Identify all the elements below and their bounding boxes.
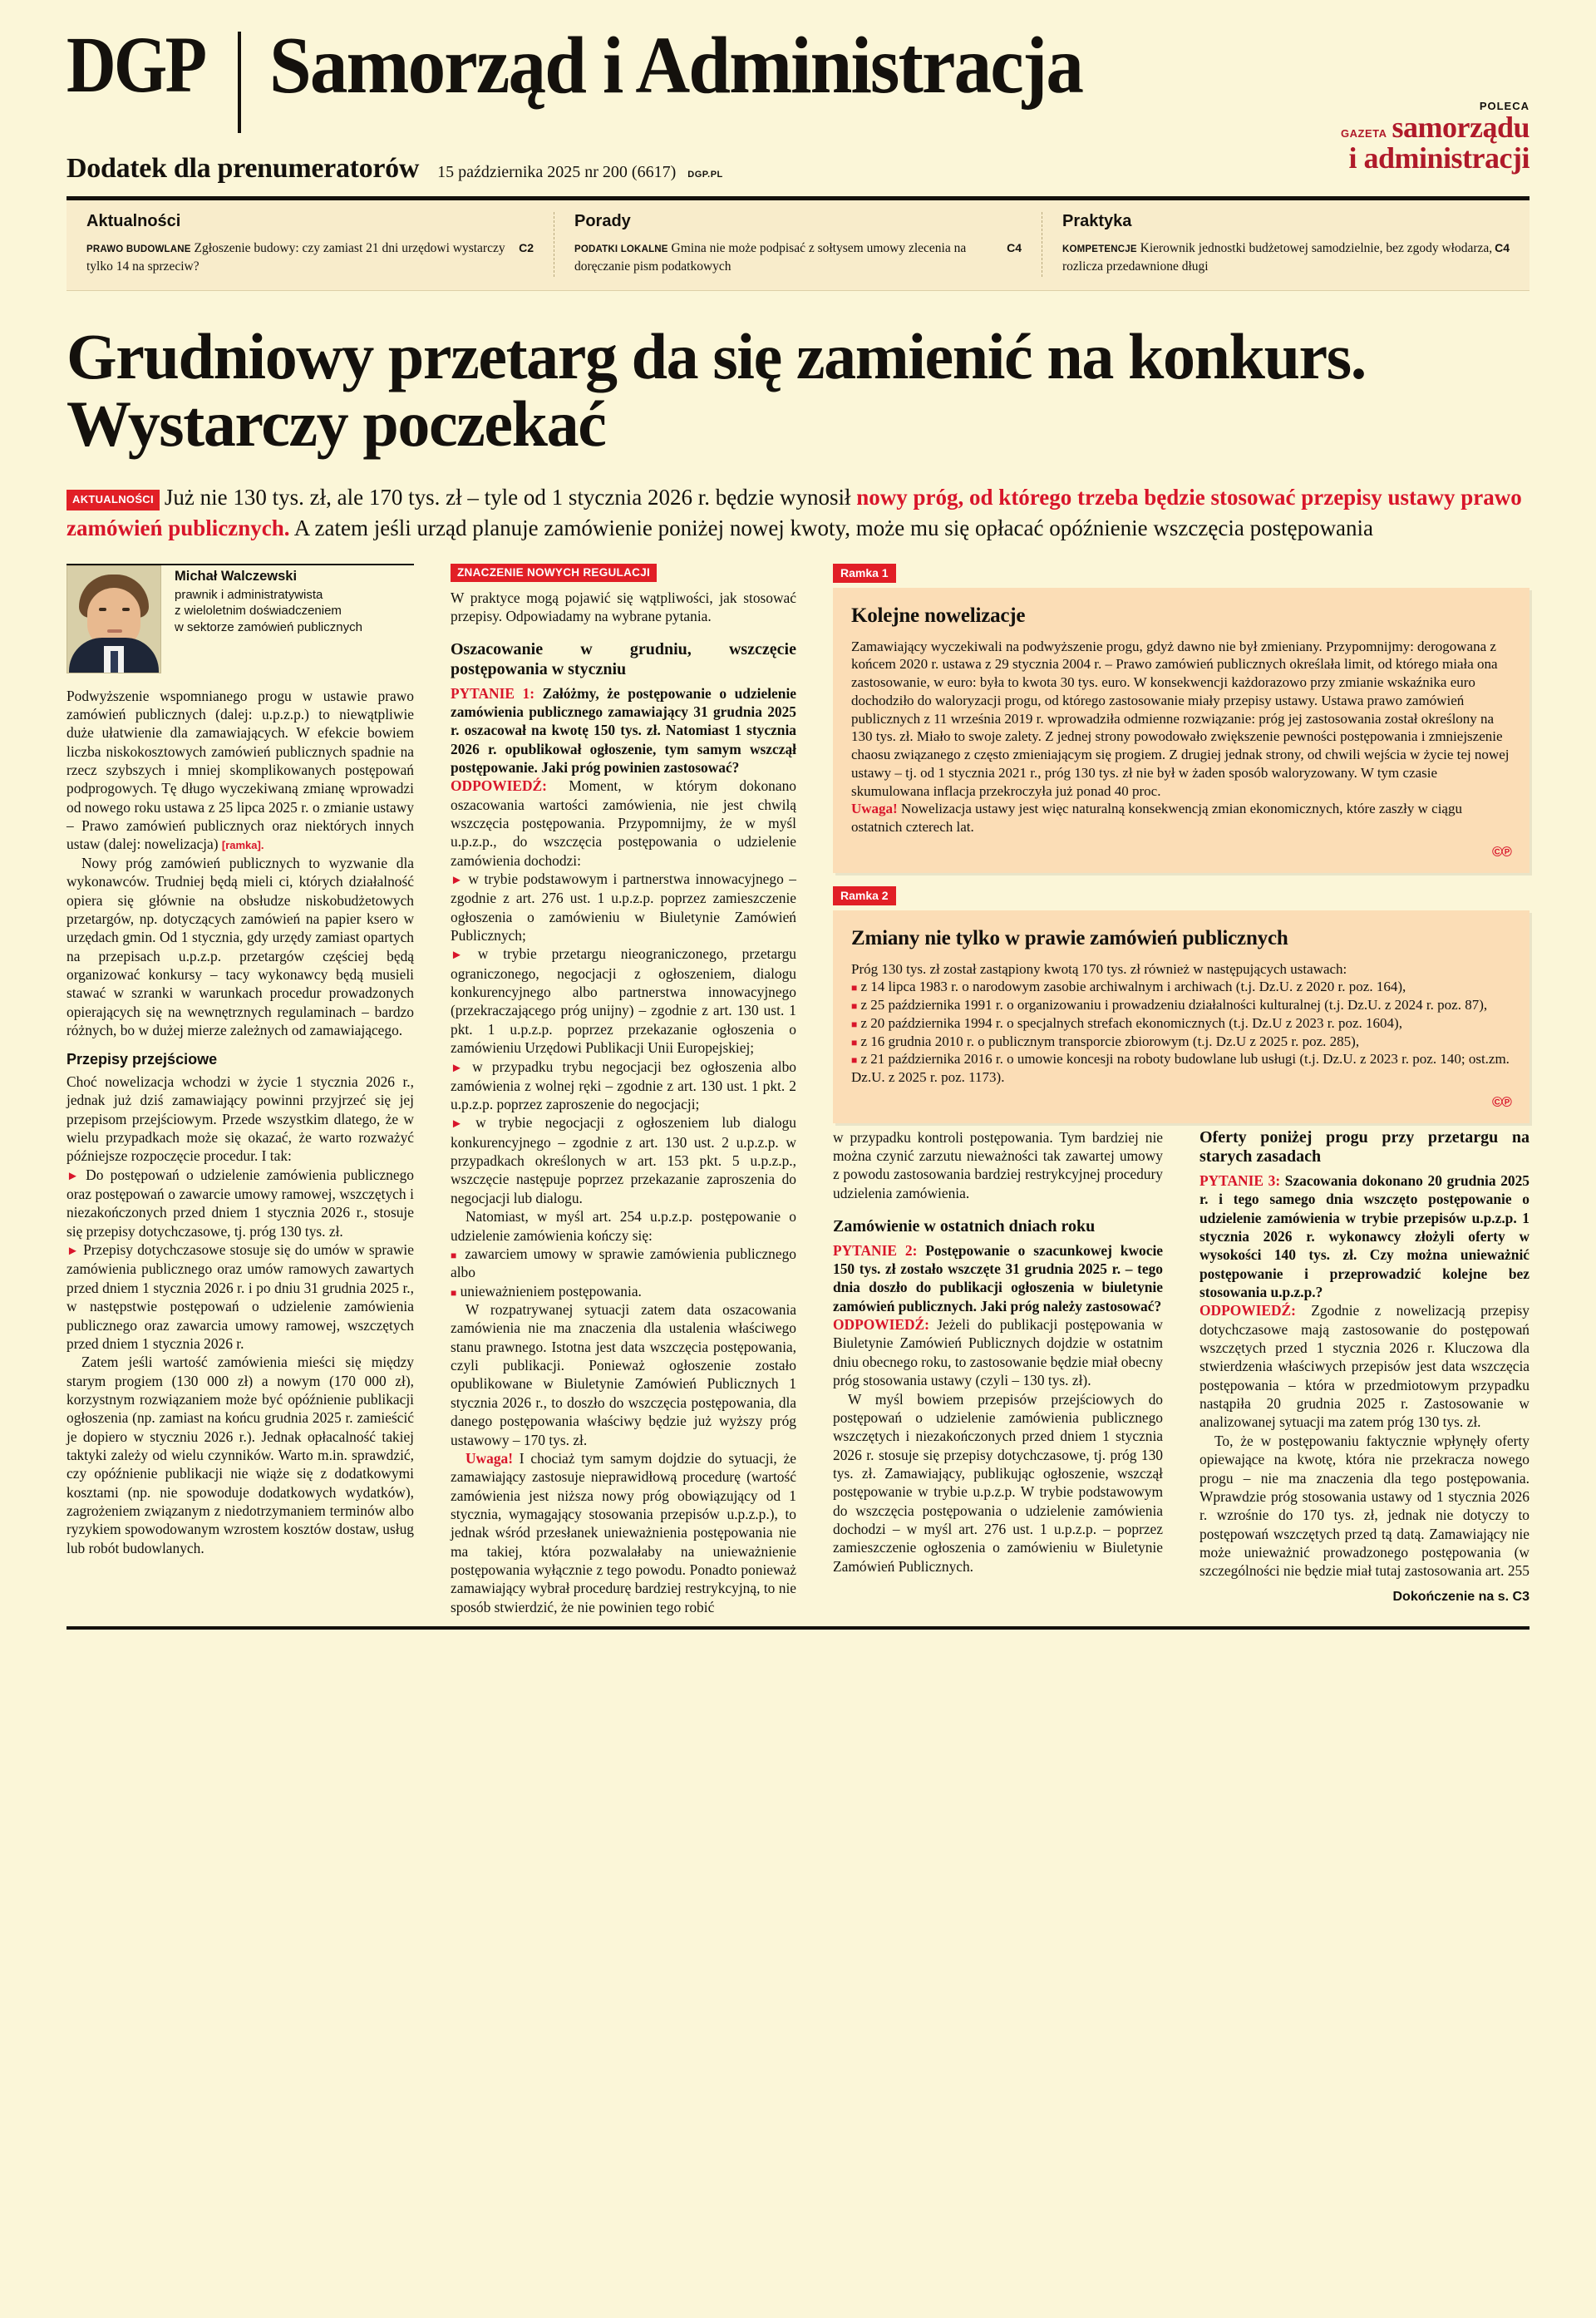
promo-gazeta-label: GAZETA [1341,127,1387,140]
column-4-text [1199,1128,1530,1606]
triangle-bullet-icon: ► [66,1245,79,1259]
triangle-bullet-icon: ► [451,949,463,963]
col1-bullet-1: Do postępowań o udzielenie zamówienia publicznego oraz postępowań o zawarcie umowy ramowej, wszczętych i niezakończonych przed dniem 1 stycznia 2026 r., stosuje się przepisy dotychczasowe, tj. próg 130 tys. zł. [66,1166,414,1240]
question-3-text: Szacowania dokonano 20 grudnia 2025 r. i tego samego dnia wszczęto postępowanie o udzielenie zamówienia w trybie przepisów u.p.z.p. 1 stycznia 2026 r. wykonawcy złożyli oferty w wysokości 140 tys. zł. Czy można unieważnić postępowanie i przeprowadzić kolejne bez stosowania u.p.z.p.? [1199,1171,1530,1300]
teaser-page: C2 [519,241,534,254]
promo-block [1341,100,1530,173]
column-2-text [451,589,796,1617]
subscriber-label: Dodatek dla prenumeratorów [66,153,420,184]
col3-heading-1: Zamówienie w ostatnich dniach roku [833,1217,1096,1236]
answer-3-label: ODPOWIEDŹ: [1199,1302,1296,1319]
teaser-praktyka[interactable] [1042,212,1530,277]
ramka-2-tag: Ramka 2 [833,886,896,905]
lead-category-badge: AKTUALNOŚCI [66,490,160,510]
square-bullet-icon: ■ [851,1054,858,1067]
col2-bullet-1: w trybie podstawowym i partnerstwa innowacyjnego – zgodnie z art. 276 ust. 1 u.p.z.p. poprzez zamieszczenie ogłoszenia o zamówieniu w Biuletynie Zamówień Publicznych; [451,870,796,944]
question-1-label: PYTANIE 1: [451,684,535,702]
teaser-page: C4 [1495,241,1510,254]
square-bullet-icon: ■ [851,1000,858,1013]
uwaga-label: Uwaga! [466,1449,513,1467]
ramka-2-item: z 21 października 2016 r. o umowie koncesji na roboty budowlane lub usługi (t.j. Dz.U. z 2023 r. poz. 140; ost.zm. Dz.U. z 2025 r. poz. 1173). [851,1051,1510,1086]
site-label: DGP.PL [687,170,723,180]
column-1-text [66,687,414,1558]
lead-text-part2: A zatem jeśli urząd planuje zamówienie poniżej nowej kwoty, może mu się opłacać opóźnienie wszczęcia postępowania [289,515,1374,540]
promo-poleca-label: POLECA [1479,100,1530,112]
copyright-mark: ©℗ [1491,843,1511,860]
ramka-1 [833,564,1530,873]
answer-1-text: Moment, w którym dokonano oszacowania wartości zamówienia, nie jest chwilą wszczęcia postępowania. Przypomnijmy, że w myśl u.p.z.p., do wszczęcia postępowania o udzielenie zamówienia dochodzi: [451,777,796,869]
author-desc-1: prawnik i administratywista [175,587,323,602]
col2-para-natomiast: Natomiast, w myśl art. 254 u.p.z.p. postępowanie o udzielenie zamówienia kończy się: [451,1208,796,1244]
col3-cont: w przypadku kontroli postępowania. Tym bardziej nie można czynić zarzutu nieważności tak zawartej umowy z powodu zastosowania bardziej restrykcyjnej procedury udzielenia zamówienia. [833,1128,1163,1201]
ramka-1-tag: Ramka 1 [833,564,896,583]
square-bullet-icon: ■ [851,1018,858,1030]
col1-heading-przepisy: Przepisy przejściowe [66,1051,218,1068]
lead-highlight: nowy próg, od którego trzeba będzie stosować przepisy ustawy prawo zamówień publicznych. [66,485,1522,540]
article-headline: Grudniowy przetarg da się zamienić na konkurs. Wystarczy poczekać [66,319,1366,461]
col1-para-1: Podwyższenie wspomnianego progu w ustawie prawo zamówień publicznych (dalej: u.p.z.p.) to niewątpliwie duże ułatwienie dla zamawiających. W efekcie bowiem liczba niskokosztowych zamówień publicznych spadnie na rzecz szybszych i mniej skomplikowanych postępowań podprogowych. Tę długo wyczekiwaną zmianę wprowadzi od nowego roku ustawa z 25 lipca 2025 r. o zmianie ustawy – Prawo zamówień publicznych oraz niektórych innych ustaw (dalej: nowelizacja) [66,687,414,853]
column-3 [833,1128,1181,1606]
brand-logo[interactable]: DGP [66,20,205,109]
ramka-reference[interactable]: [ramka]. [221,839,264,852]
masthead-divider [238,32,241,133]
bottom-columns [833,1128,1530,1606]
ramka-2 [833,886,1530,1123]
answer-3-text: Zgodnie z nowelizacją przepisy dotychczasowe mają zastosowanie do postępowań wszczętych przed 1 stycznia 2026 r. Kluczowa dla stwierdzenia właściwych przepisów jest data wszczęcia postępowania – która w przedmiotowym przypadku nastąpiła 20 grudnia 2025 r. Zastosowanie w analizowanej sytuacji ma zatem próg 130 tys. zł. [1199,1302,1530,1431]
col2-sub-1: zawarciem umowy w sprawie zamówienia publicznego albo [451,1245,796,1281]
author-byline [66,564,414,673]
promo-title-line2: i administracji [1348,141,1530,175]
col3-para-2: W myśl bowiem przepisów przejściowych do postępowań o udzielenie zamówienia publicznego wszczętych i niezakończonych przed dniem 1 stycznia 2026 r. stosuje się przepisy dotychczasowe, tj. próg 130 tys. zł. Zamawiający, publikując ogłoszenie, wszczął postępowanie w trybie u.p.z.p. W trybie podstawowym do wszczęcia postępowania o udzielenie zamówienia dochodzi – w myśl art. 276 ust. 1 u.p.z.p. – poprzez zamieszczenie ogłoszenia o zamówieniu w Biuletynie Zamówień Publicznych. [833,1390,1163,1575]
col2-bullet-3: w przypadku trybu negocjacji bez ogłoszenia albo zamówienia z wolnej ręki – zgodnie z art. 130 ust. 1 pkt. 2 u.p.z.p. poprzez zaproszenie do negocjacji; [451,1058,796,1113]
square-bullet-icon: ■ [451,1286,457,1299]
column-4 [1181,1128,1530,1606]
col4-para-2: To, że w postępowaniu faktycznie wpłynęły oferty opiewające na kwotę, która nie przekracza nowego progu – nie ma znaczenia dla tego postępowania. Wprawdzie próg stosowania ustawy od 1 stycznia 2026 r. wzrośnie do 170 tys. zł, jednak nie dotyczy to postępowań wszczętych przed tą datą. Zamawiający nie może unieważnić prowadzonego postępowania (w szczególności nie będzie miał tutaj zastosowania art. 255 [1199,1432,1530,1580]
question-1-text: Załóżmy, że postępowanie o udzielenie zamówienia publicznego zamawiający 31 grudnia 2025 r. oszacował na kwotę 150 tys. zł. Natomiast 1 stycznia 2026 r. opublikował ogłoszenie, tym samym wszczął postępowanie. Jaki próg powinien zastosować? [451,684,796,776]
triangle-bullet-icon: ► [451,1061,463,1075]
author-desc-3: w sektorze zamówień publicznych [175,620,362,635]
col1-bullet-2: Przepisy dotychczasowe stosuje się do umów w sprawie zamówienia publicznego oraz umów ramowych zawartych przed dniem 1 stycznia 2026 r. i po dniu 31 grudnia 2025 r., w następstwie postępowań o udzielenie zamówienia publicznego oraz zawarcia umowy ramowej, wszczętych przed dniem 1 stycznia 2026 r. [66,1241,414,1352]
list-item [851,1033,1511,1051]
question-3-label: PYTANIE 3: [1199,1171,1281,1189]
question-2-text: Postępowanie o szacunkowej kwocie 150 tys. zł zostało wszczęte 31 grudnia 2025 r. – tego dnia doszło do publikacji ogłoszenia w biuletynie zamówień publicznych. Jaki próg należy zastosować? [833,1241,1164,1314]
triangle-bullet-icon: ► [451,1117,463,1132]
list-item [851,1014,1511,1033]
issue-date: 15 października 2025 nr 200 (6617) [437,163,677,181]
teaser-text: Gmina nie może podpisać z sołtysem umowy zlecenia na doręczanie pism podatkowych [574,241,967,274]
copyright-mark: ©℗ [1491,1093,1511,1110]
square-bullet-icon: ■ [851,1036,858,1048]
col4-heading-1: Oferty poniżej progu przy przetargu na starych zasadach [1199,1127,1530,1166]
col2-bullet-2: w trybie przetargu nieograniczonego, przetargu ograniczonego, negocjacji z ogłoszeniem, dialogu konkurencyjnego albo partnerstwa innowacyjnego (przekraczającego próg unijny) – zgodnie z art. 130 ust. 1 pkt. 1 u.p.z.p. poprzez przekazanie ogłoszenia o zamówieniu Urzędowi Publikacji Unii Europejskiej; [451,945,796,1057]
ramka-2-item: z 20 października 1994 r. o specjalnych strefach ekonomicznych (t.j. Dz.U z 2023 r. poz. 1604), [860,1014,1402,1031]
article-lead [66,482,1530,543]
col2-bullet-4: w trybie negocjacji z ogłoszeniem lub dialogu konkurencyjnego – zgodnie z art. 130 ust. 2 u.p.z.p. w przypadkach określonych w art. 153 pkt. 5 u.p.z.p., wszczęcie następuje poprzez przekazanie zaproszenia do negocjacji lub dialogu. [451,1114,796,1206]
avatar [66,565,161,673]
col2-sub-2: unieważnieniem postępowania. [460,1282,642,1300]
column-2 [432,564,815,1617]
col2-uwaga-text: I chociaż tym samym dojdzie do sytuacji, że zamawiający zastosuje nieprawidłową procedurę (wartość zamówienia jest niższa nowy próg obowiązujący od 1 stycznia, wymagający stosowania przepisów u.p.z.p.), to jednak wśród przesłanek unieważnienia postępowania nie ma takiej, która pozwalałaby na unieważnienie postępowania wyłącznie z tego powodu. Ponadto ponieważ zamawiający wybrał procedurę bardziej restrykcyjną, to nie sposób stwierdzić, że nie powinien tego robić [451,1449,796,1615]
list-item [851,996,1511,1014]
ramka-2-item: z 14 lipca 1983 r. o narodowym zasobie archiwalnym i archiwach (t.j. Dz.U. z 2020 r. poz. 164), [860,979,1406,995]
promo-title-line1: samorządu [1392,111,1530,144]
section-teasers [66,200,1530,291]
teaser-kicker: PRAWO BUDOWLANE [86,244,191,254]
ramka-2-title: Zmiany nie tylko w prawie zamówień publicznych [851,926,1288,949]
square-bullet-icon: ■ [451,1249,460,1261]
ramka-1-uwaga-label: Uwaga! [851,801,898,817]
col2-para-rozpatrywana: W rozpatrywanej sytuacji zatem data oszacowania zamówienia nie ma znaczenia dla ustalenia właściwego stanu prawnego. Istotna jest data wszczęcia postępowania, czyli publikacji. Ponieważ ogłoszenie zostało opublikowane w Biuletynie Zamówień Publicznych 1 stycznia 2026 r., to doszło do wszczęcia postępowania, dla danego postępowania właściwy będzie już wyższy próg ustawowy – 170 tys. zł. [451,1300,796,1448]
col2-intro: W praktyce mogą pojawić się wątpliwości, jak stosować przepisy. Odpowiadamy na wybrane pytania. [451,589,796,624]
lead-text-part1: Już nie 130 tys. zł, ale 170 tys. zł – tyle od 1 stycznia 2026 r. będzie wynosił [164,485,857,510]
teaser-text: Kierownik jednostki budżetowej samodzielnie, bez zgody włodarza, rozlicza przedawnione długi [1062,241,1493,274]
col2-kicker-badge: ZNACZENIE NOWYCH REGULACJI [451,564,657,582]
author-desc-2: z wieloletnim doświadczeniem [175,604,342,619]
teaser-aktualnosci[interactable] [66,212,554,277]
ramka-2-intro: Próg 130 tys. zł został zastąpiony kwotą 170 tys. zł również w następujących ustawach: [851,960,1347,977]
ramka-2-item: z 25 października 1991 r. o organizowaniu i prowadzeniu działalności kulturalnej (t.j. Dz.U. z 2024 r. poz. 87), [860,997,1488,1014]
answer-2-text: Jeżeli do publikacji postępowania w Biuletynie Zamówień Publicznych dojdzie w ostatnim dniu obecnego roku, to zastosowanie będzie miał obecny próg stosowania ustawy (czyli – 130 tys. zł). [833,1316,1163,1389]
author-name: Michał Walczewski [175,568,298,584]
answer-1-label: ODPOWIEDŹ: [451,777,547,795]
article-body-grid [66,564,1530,1617]
triangle-bullet-icon: ► [451,874,463,888]
teaser-kicker: PODATKI LOKALNE [574,244,668,254]
col1-para-3: Choć nowelizacja wchodzi w życie 1 stycznia 2026 r., jednak już dziś zamawiający powinni przyjrzeć się jej przepisom przejściowym. Przede wszystkim dlatego, że w wielu przypadkach może się okazać, że warto rozważyć późniejsze rozpoczęcie procedur. I tak: [66,1073,414,1165]
col1-para-4: Zatem jeśli wartość zamówienia mieści się między starym progiem (130 000 zł) a nowym (170 000 zł), korzystnym rozwiązaniem może być opóźnienie publikacji ogłoszenia (np. zamiast na końcu grudnia 2025 r. zamieścić je dopiero w styczniu 2026 r.). Jednak opłacalność takiej taktyki zależy od wielu czynników. Warto m.in. sprawdzić, czy opóźnienie publikacji nie wiąże się z dodatkowymi kosztami (np. nie spowoduje dodatkowych wydatków), zagrożeniem związanym z niedotrzymaniem terminów albo ryzykiem spowodowanym wzrostem kosztów dostaw, usług lub robót budowlanych. [66,1354,414,1556]
page-bottom-rule [66,1626,1530,1630]
ramka-1-para: Zamawiający wyczekiwali na podwyższenie progu, gdyż dawno nie był zmieniany. Przypomnijmy: derogowana z końcem 2020 r. ustawa z 29 stycznia 2004 r. – Prawo zamówień publicznych określała limit, od którego miała ona zastosowanie, w euro: była to kwota 30 tys. euro. W konsekwencji każdorazowo przy zmianie wskaźnika euro dochodziło do waloryzacji progu, od którego zastosowanie miały przepisy ustawy. Ustawa prawo zamówień publicznych z 11 września 2019 r. wprowadziła odmienne rozwiązanie: próg jej zastosowania został określony na 130 tys. zł. Miało to swoje zalety. Z jednej strony powodowało zwiększenie pewności postępowania i zmniejszenie chaosu związanego z często zmieniającym się progiem. Z drugiej jednak strony, od chwili wejścia w życie tej nowej ustawy – tj. od 1 stycznia 2021 r., próg 130 tys. zł nie był w żaden sposób waloryzowany. W tym czasie skumulowana inflacja przekroczyła już ponad 40 proc. [851,638,1510,799]
teaser-heading: Porady [574,212,631,230]
teaser-heading: Aktualności [86,212,181,230]
square-bullet-icon: ■ [851,982,858,994]
teaser-page: C4 [1007,241,1022,254]
col2-heading-1: Oszacowanie w grudniu, wszczęcie postępowania w styczniu [451,640,796,678]
col1-para-2: Nowy próg zamówień publicznych to wyzwanie dla wykonawców. Trudniej będą mieli ci, których działalność opiera się głównie na obsłudze niskobudżetowych przetargów, np. dotyczących zamówień na papier ksero w urzędach gmin. Od 1 stycznia, gdy urzędy zamiast opartych na przepisach u.p.z.p. przetargów częściej będą organizować konkursy – tacy wykonawcy będą musieli stawać w szranki w warunkach procedur prowadzonych opierających się na wewnętrznych regulaminach – bardzo różnych, bo w dużej mierze zależnych od zamawiającego. [66,854,414,1039]
column-right [815,564,1530,1617]
column-3-text [833,1128,1163,1576]
teaser-text: Zgłoszenie budowy: czy zamiast 21 dni urzędowi wystarczy tylko 14 na sprzeciw? [86,241,505,274]
teaser-porady[interactable] [554,212,1042,277]
teaser-kicker: KOMPETENCJE [1062,244,1137,254]
answer-2-label: ODPOWIEDŹ: [833,1316,929,1334]
question-2-label: PYTANIE 2: [833,1241,918,1259]
list-item [851,978,1511,996]
column-1 [66,564,432,1617]
list-item [851,1050,1511,1087]
ramka-2-item: z 16 grudnia 2010 r. o publicznym transporcie zbiorowym (t.j. Dz.U z 2025 r. poz. 285), [860,1033,1360,1049]
ramka-1-uwaga-text: Nowelizacja ustawy jest więc naturalną konsekwencją zmian ekonomicznych, które zaszły w ciągu ostatnich czterech lat. [851,801,1462,836]
triangle-bullet-icon: ► [66,1169,79,1183]
continuation-note[interactable]: Dokończenie na s. C3 [1392,1589,1530,1604]
ramka-1-title: Kolejne nowelizacje [851,604,1026,627]
masthead-subline [66,153,1530,185]
supplement-title: Samorząd i Administracja [268,21,1082,111]
teaser-heading: Praktyka [1062,212,1132,230]
